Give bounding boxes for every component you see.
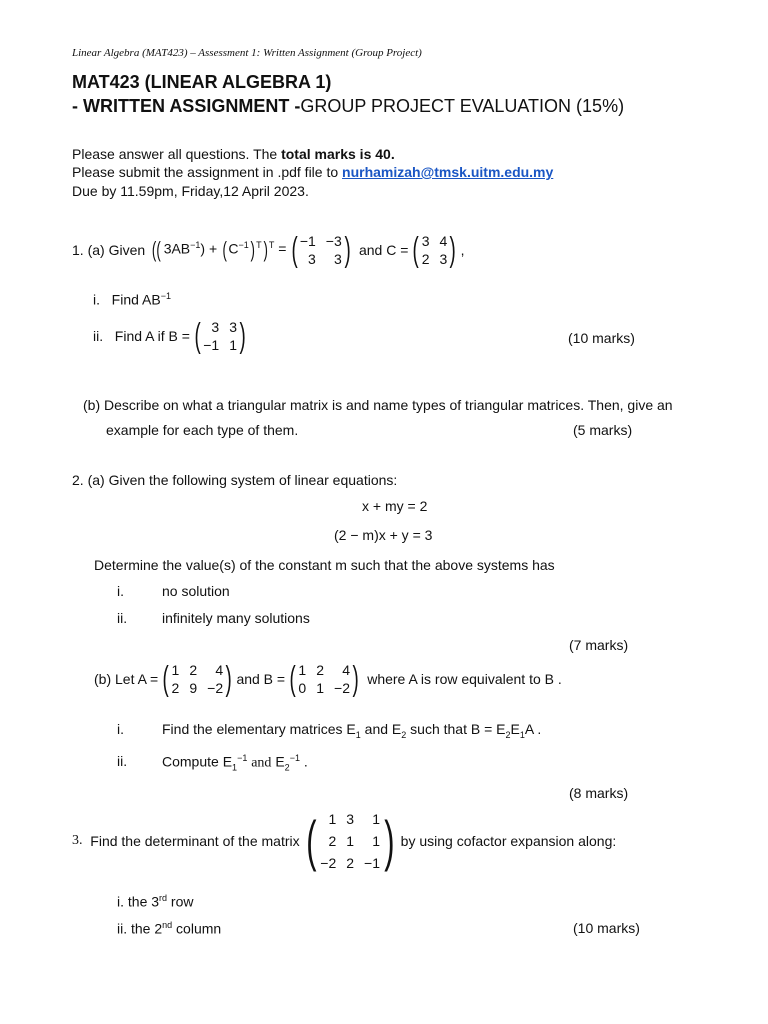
- q2-i-label: i.: [117, 583, 124, 599]
- q3-i-post: row: [167, 893, 194, 910]
- q1-rhs-cell-1-1: 3: [333, 251, 342, 267]
- q2-a-cell-0-1: 2: [189, 662, 198, 678]
- page-title: MAT423 (LINEAR ALGEBRA 1): [72, 72, 332, 92]
- q2b-i-label: i.: [117, 721, 124, 737]
- q3-ii-post: column: [172, 920, 222, 937]
- q1-c-cell-1-1: 3: [439, 251, 448, 267]
- q2-a-cell-1-1: 9: [189, 680, 198, 696]
- q1a-line: 1. (a) Given (( $3AB^{-1}) + (C^{-1})^T)^T$ = ( −1 −3 3 3 ) and C = ( 3 4 2 3 ) ,: [72, 231, 465, 269]
- q3-text: Find the determinant of the matrix: [90, 833, 300, 849]
- q3-cell-2-1: 2: [346, 855, 355, 871]
- q1-b-matrix: ( 3 3 −1 1 ): [194, 317, 246, 355]
- q2b-and: and B =: [236, 671, 286, 687]
- q3-marks: (10 marks): [573, 920, 640, 936]
- subtitle-normal: GROUP PROJECT EVALUATION (15%): [300, 96, 625, 116]
- q2-eq-1: x + my = 2: [362, 498, 428, 514]
- q1-ii: [93, 318, 250, 354]
- q2-m: m: [335, 557, 347, 573]
- q1-b-cell-1-1: 1: [229, 337, 237, 353]
- q1b-line-1: (b) Describe on what a triangular matrix is and name types of triangular matrices. Then, give an: [83, 397, 673, 413]
- q1-rhs-cell-0-1: −3: [325, 233, 342, 249]
- q1b-line-2: example for each type of them.: [106, 422, 299, 438]
- q2b-line: [94, 661, 562, 697]
- q3-ii-sup: nd: [162, 920, 173, 930]
- q2b-ii-label: ii.: [117, 753, 128, 769]
- q2-eq-2: (2 − m)x + y = 3: [334, 527, 433, 543]
- q2b-i-pre: Find the elementary matrices E: [162, 721, 356, 737]
- intro-line-2: [72, 164, 553, 180]
- q3-cell-2-0: −2: [320, 855, 337, 871]
- q1-c-cell-0-1: 4: [439, 233, 448, 249]
- q1a-and: and C =: [358, 242, 409, 258]
- q3-line: [72, 808, 616, 874]
- q1b-marks: (5 marks): [573, 422, 633, 438]
- q2a-intro: 2. (a) Given the following system of linear equations:: [72, 472, 398, 488]
- q3-ii-pre: ii. the 2: [117, 920, 163, 937]
- q1-ii-label: ii.: [93, 328, 104, 344]
- q1-c-cell-1-0: 2: [421, 251, 430, 267]
- q2-determine-post: such that the above systems has: [350, 557, 555, 573]
- q2-b-cell-0-1: 2: [316, 662, 325, 678]
- q1-rhs-cell-1-0: 3: [308, 251, 316, 267]
- q2b-i-post: such that B = E: [406, 721, 506, 737]
- q2b-ii-pre: Compute: [162, 753, 219, 770]
- q1-i-text: Find AB: [111, 291, 161, 308]
- q3-cell-2-2: −1: [364, 855, 380, 871]
- q2-a-matrix: ( 1 2 4 2 9 −2 ): [162, 660, 232, 698]
- q2-b-cell-1-0: 0: [298, 680, 307, 696]
- q2-determine: [94, 557, 555, 573]
- q1-i: i. Find $AB^{-1}$: [93, 291, 171, 308]
- q1-c-cell-0-0: 3: [421, 233, 430, 249]
- q2-a-cell-0-2: 4: [215, 662, 224, 678]
- q1a-label: 1. (a) Given: [72, 242, 146, 258]
- q2-b-cell-0-2: 4: [342, 662, 350, 678]
- q2-determine-text: Determine the value(s) of the constant: [94, 557, 332, 573]
- q3-cell-0-1: 3: [346, 811, 355, 827]
- q3-ii: [117, 920, 221, 937]
- subtitle-bold: - WRITTEN ASSIGNMENT -: [72, 96, 301, 116]
- q1-b-cell-0-1: 3: [229, 319, 237, 335]
- total-marks: total marks is 40.: [281, 146, 395, 162]
- q1-c-matrix: ( 3 4 2 3 ): [412, 231, 457, 269]
- q1a-expression: (( $3AB^{-1}) + (C^{-1})^T)^T$ =: [151, 237, 287, 262]
- q3-number: 3.: [72, 833, 83, 848]
- intro-line-1: [72, 146, 395, 162]
- q2-a-cell-1-0: 2: [171, 680, 180, 696]
- q1-ii-text: Find A if B =: [114, 328, 190, 344]
- q3-cell-0-0: 1: [328, 811, 337, 827]
- q1-i-label: i.: [93, 291, 100, 308]
- q3-matrix: ( 1 3 1 2 1 1 −2 2 −1 ): [305, 809, 395, 872]
- q3-cell-0-2: 1: [372, 811, 380, 827]
- q3-i-pre: i. the 3: [117, 893, 160, 910]
- q2-ii-text: infinitely many solutions: [162, 610, 310, 626]
- submit-text: Please submit the assignment in .pdf file to: [72, 164, 343, 180]
- q2b-marks: (8 marks): [569, 785, 629, 801]
- q2b-ii-text: Compute $E_1^{-1}$ and $E_2^{-1}$ .: [162, 753, 308, 773]
- intro-text: Please answer all questions. The: [72, 146, 282, 162]
- q3-post: by using cofactor expansion along:: [400, 833, 617, 849]
- q2-b-matrix: ( 1 2 4 0 1 −2 ): [289, 660, 359, 698]
- q2-b-cell-1-1: 1: [316, 680, 325, 696]
- q1-rhs-cell-0-0: −1: [299, 233, 316, 249]
- email-link[interactable]: nurhamizah@tmsk.uitm.edu.my: [342, 164, 554, 180]
- q3-cell-1-1: 1: [346, 833, 355, 849]
- page-subtitle: [72, 96, 624, 117]
- q2-ii-label: ii.: [117, 610, 128, 626]
- due-date: Due by 11.59pm, Friday,12 April 2023.: [72, 183, 309, 199]
- q1-rhs-matrix: ( −1 −3 3 3 ): [291, 231, 351, 269]
- q3-i: [117, 893, 194, 910]
- q1a-marks: (10 marks): [568, 330, 635, 346]
- q2-a-cell-1-2: −2: [207, 680, 224, 696]
- q2a-marks: (7 marks): [569, 637, 629, 653]
- q2-a-cell-0-0: 1: [171, 662, 180, 678]
- q1-b-cell-1-0: −1: [203, 337, 220, 353]
- q2b-i-and: and E: [360, 721, 402, 737]
- q2b-i-text: Find the elementary matrices $E_1$ and $E_2$ such that $B = E_2E_1A$ .: [162, 721, 542, 740]
- page-header: Linear Algebra (MAT423) – Assessment 1: Written Assignment (Group Project): [72, 47, 422, 59]
- q2-b-cell-0-0: 1: [298, 662, 307, 678]
- q2-b-cell-1-2: −2: [334, 680, 350, 696]
- q2-i-text: no solution: [162, 583, 230, 599]
- q3-cell-1-2: 1: [372, 833, 380, 849]
- q2b-post: where A is row equivalent to B .: [367, 671, 562, 687]
- q1-b-cell-0-0: 3: [211, 319, 220, 335]
- q2b-label: (b) Let A =: [94, 671, 159, 687]
- q3-i-sup: rd: [159, 893, 168, 903]
- q3-cell-1-0: 2: [328, 833, 337, 849]
